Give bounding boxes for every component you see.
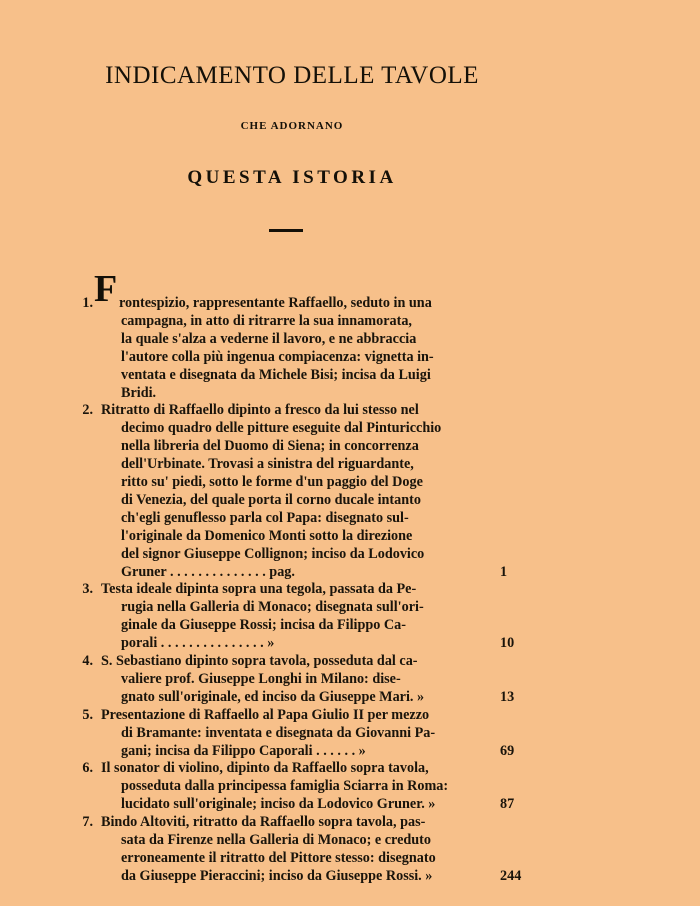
entry-line: del signor Giuseppe Collignon; inciso da Lodovico: [121, 545, 425, 562]
entry-line: da Giuseppe Pieraccini; inciso da Giuseppe Rossi. »: [121, 867, 433, 884]
entry-number: 6.: [82, 760, 93, 777]
page-subtitle: CHE ADORNANO: [240, 120, 344, 132]
entry-line: Bindo Altoviti, ritratto da Raffaello sopra tavola, pas-: [101, 814, 426, 831]
entry-page-number: 1: [500, 563, 508, 580]
entry-line: sata da Firenze nella Galleria di Monaco; e creduto: [121, 832, 431, 848]
page-title: INDICAMENTO DELLE TAVOLE: [105, 62, 479, 89]
entry-line: valiere prof. Giuseppe Longhi in Milano: dise-: [121, 670, 401, 687]
entry-line: ch'egli genuflesso parla col Papa: disegnato sul-: [121, 509, 409, 526]
entry-line: campagna, in atto di ritrarre la sua innamorata,: [121, 312, 412, 329]
entry-page-number: 10: [500, 635, 515, 652]
entry-line: Gruner . . . . . . . . . . . . . . pag.: [121, 563, 295, 580]
entry-page-number: 13: [500, 688, 515, 705]
entry-line: la quale s'alza a vederne il lavoro, e ne abbraccia: [121, 330, 417, 347]
entry-line: gnato sull'originale, ed inciso da Giuseppe Mari. »: [121, 688, 425, 705]
entry-line: Ritratto di Raffaello dipinto a fresco da lui stesso nel: [101, 402, 419, 419]
entry-line: posseduta dalla principessa famiglia Sciarra in Roma:: [121, 778, 449, 795]
entry-line: porali . . . . . . . . . . . . . . . »: [121, 635, 275, 652]
entry-number: 3.: [82, 581, 93, 598]
entry-line: Bridi.: [121, 384, 157, 401]
entry-line: erroneamente il ritratto del Pittore stesso: disegnato: [121, 849, 436, 866]
entry-line: lucidato sull'originale; inciso da Lodovico Gruner. »: [121, 796, 436, 813]
entry-page-number: 87: [500, 796, 515, 813]
entry-line: gani; incisa da Filippo Caporali . . . . . . »: [121, 742, 366, 759]
entry-line: decimo quadro delle pitture eseguite dal Pinturicchio: [121, 420, 442, 437]
entry-page-number: 69: [500, 742, 515, 759]
entry-line: di Venezia, del quale porta il corno ducale intanto: [121, 491, 421, 508]
entry-page-number: 244: [500, 867, 522, 884]
entry-line: nella libreria del Duomo di Siena; in concorrenza: [121, 438, 419, 455]
drop-cap: F: [94, 268, 118, 310]
entry-number: 4.: [82, 653, 93, 669]
entry-number: 5.: [82, 706, 93, 723]
entry-line: rontespizio, rappresentante Raffaello, seduto in una: [119, 295, 432, 311]
entry-line: ventata e disegnata da Michele Bisi; incisa da Luigi: [121, 366, 431, 383]
entry-line: S. Sebastiano dipinto sopra tavola, posseduta dal ca-: [101, 653, 418, 669]
entry-line: l'autore colla più ingenua compiacenza: vignetta in-: [121, 348, 434, 365]
entry-number: 7.: [82, 814, 93, 831]
section-heading: QUESTA ISTORIA: [187, 167, 397, 188]
entry-line: Il sonator di violino, dipinto da Raffaello sopra tavola,: [101, 760, 429, 777]
entry-number: 1.: [82, 295, 93, 311]
entry-line: rugia nella Galleria di Monaco; disegnata sull'ori-: [121, 599, 424, 616]
entry-line: l'originale da Domenico Monti sotto la direzione: [121, 527, 413, 544]
title-rule: [269, 229, 303, 232]
entry-number: 2.: [82, 402, 93, 419]
entry-line: Presentazione di Raffaello al Papa Giulio II per mezzo: [101, 706, 430, 723]
entry-line: di Bramante: inventata e disegnata da Giovanni Pa-: [121, 724, 436, 741]
entry-line: ritto su' piedi, sotto le forme d'un paggio del Doge: [121, 474, 423, 490]
entry-line: Testa ideale dipinta sopra una tegola, passata da Pe-: [101, 581, 417, 598]
entry-line: ginale da Giuseppe Rossi; incisa da Filippo Ca-: [121, 617, 406, 634]
entry-line: dell'Urbinate. Trovasi a sinistra del riguardante,: [121, 456, 414, 473]
